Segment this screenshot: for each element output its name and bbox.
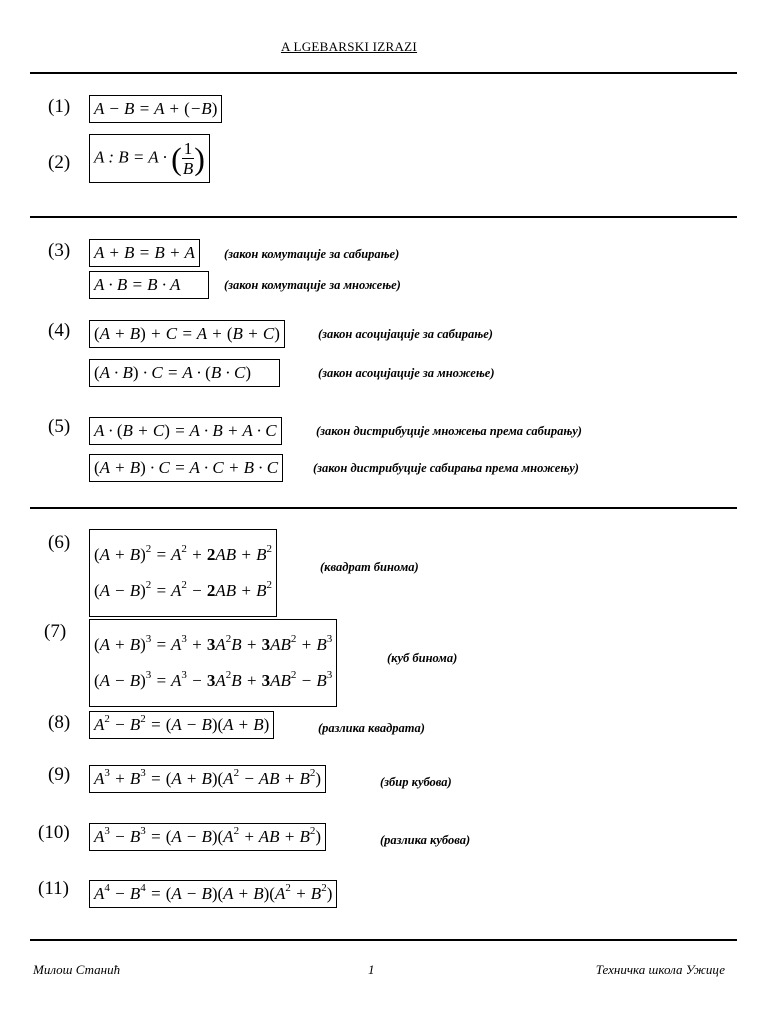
page-title: A LGEBARSKI IZRAZI — [280, 39, 418, 54]
divider — [30, 507, 737, 509]
formula-assoc-add: (A + B) + C = A + (B + C) — [89, 320, 285, 348]
formula-comm-mul: A · B = B · A — [89, 271, 209, 299]
note-comm-add: (закон комутације за сабирање) — [224, 247, 400, 261]
formula-dist-add: (A + B) · C = A · C + B · C — [89, 454, 283, 482]
note-dist-mul: (закон дистрибуције множења према сабирању) — [316, 424, 582, 438]
note-diff-cubes: (разлика кубова) — [380, 833, 471, 847]
formula-cube: $(A + B)^3 = A^3 + 3A^2B + 3AB^2 + B^3$ $(A - B)^3 = A^3 - 3A^2B + 3AB^2 - B^3$ — [89, 619, 337, 707]
formula-number: (2) — [48, 152, 71, 173]
formula-number: (6) — [48, 532, 71, 553]
note-sum-cubes: (збир кубова) — [380, 775, 452, 789]
formula-square: $(A + B)^2 = A^2 + 2AB + B^2$ $(A - B)^2 = A^2 - 2AB + B^2$ — [89, 529, 277, 617]
formula-sum-cubes: $A^3 + B^3 = (A + B)(A^2$ − AB + $B^2$) — [89, 765, 326, 793]
footer-school: Техничка школа Ужице — [595, 962, 725, 977]
divider — [30, 72, 737, 74]
formula-subtraction: A − B = A + (−B) — [89, 95, 222, 123]
note-dist-add: (закон дистрибуције сабирања према множењу) — [313, 461, 579, 475]
note-square: (квадрат бинома) — [320, 560, 419, 574]
note-cube: (куб бинома) — [387, 651, 458, 665]
formula-diff-cubes: $A^3 - B^3 = (A - B)(A^2$ + AB + $B^2$) — [89, 823, 326, 851]
formula-number: (11) — [38, 878, 69, 899]
formula-comm-add: A + B = B + A — [89, 239, 200, 267]
formula-number: (4) — [48, 320, 71, 341]
formula-assoc-mul: (A · B) · C = A · (B · C) — [89, 359, 280, 387]
note-assoc-add: (закон асоцијације за сабирање) — [318, 327, 493, 341]
formula-number: (8) — [48, 712, 71, 733]
formula-number: (3) — [48, 240, 71, 261]
divider — [30, 939, 737, 941]
footer-author: Милош Станић — [33, 962, 121, 977]
formula-number: (1) — [48, 96, 71, 117]
formula-dist-mul: A · (B + C) = A · B + A · C — [89, 417, 282, 445]
formula-number: (9) — [48, 764, 71, 785]
formula-number: (10) — [38, 822, 70, 843]
note-assoc-mul: (закон асоцијације за множење) — [318, 366, 495, 380]
formula-diff-fourth: $A^4 - B^4 = (A - B)(A + B)(A^2 + B^2)$ — [89, 880, 337, 908]
note-diff-squares: (разлика квадрата) — [318, 721, 425, 735]
note-comm-mul: (закон комутације за множење) — [224, 278, 401, 292]
divider — [30, 216, 737, 218]
formula-diff-squares: $A^2 - B^2 = (A - B)(A + B)$ — [89, 711, 274, 739]
formula-division: A : B = A · ( $\frac{1}{B}$ ) — [89, 134, 210, 183]
formula-number: (5) — [48, 416, 71, 437]
footer-page-number: 1 — [368, 962, 375, 977]
formula-number: (7) — [44, 621, 67, 642]
